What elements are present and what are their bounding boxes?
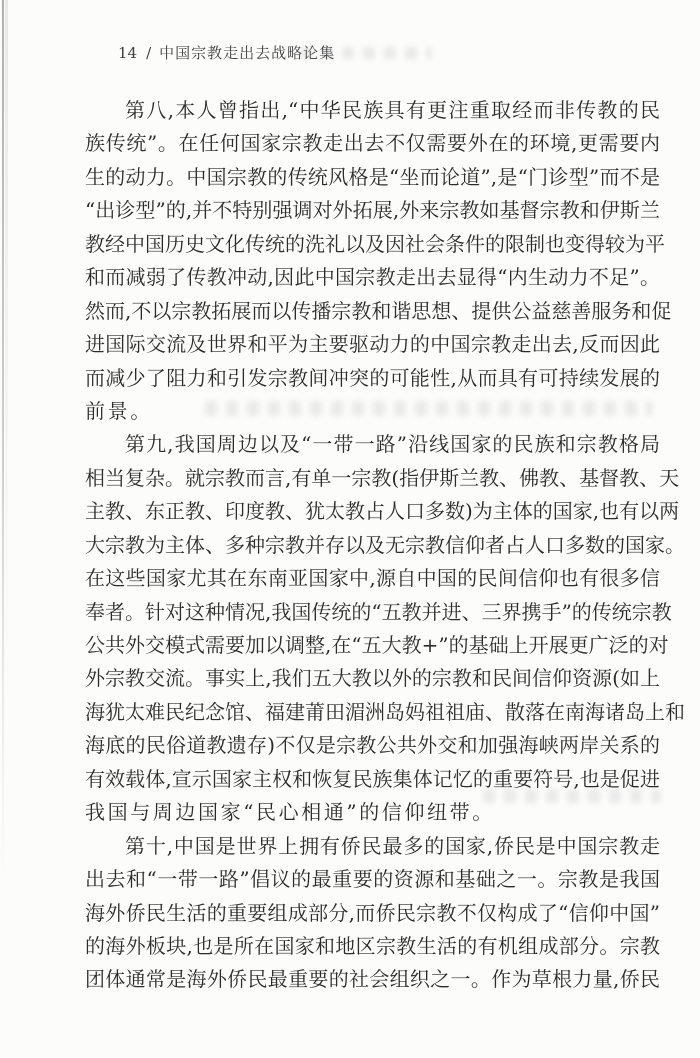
text-line: 海犹太难民纪念馆、福建莆田湄洲岛妈祖祖庙、散落在南海诸岛上和 [85, 699, 685, 724]
text-line: 相当复杂。就宗教而言,有单一宗教(指伊斯兰教、佛教、基督教、天 [85, 465, 680, 490]
text-line: 团体通常是海外侨民最重要的社会组织之一。作为草根力量,侨民 [85, 967, 660, 992]
text-line: 在这些国家尤其在东南亚国家中,源自中国的民间信仰也有很多信 [85, 566, 660, 591]
text-line: 出去和“一带一路”倡议的最重要的资源和基础之一。宗教是我国 [85, 867, 660, 892]
text-line: 有效载体,宣示国家主权和恢复民族集体记忆的重要符号,也是促进 [85, 766, 660, 791]
scan-edge-artifact-soft [5, 0, 8, 700]
text-line: 海外侨民生活的重要组成部分,而侨民宗教不仅构成了“信仰中国” [85, 900, 660, 925]
text-line: 奉者。针对这种情况,我国传统的“五教并进、三界携手”的传统宗教 [85, 599, 672, 624]
text-line: 然而,不以宗教拓展而以传播宗教和谐思想、提供公益慈善服务和促 [85, 298, 672, 323]
text-line: 第十,中国是世界上拥有侨民最多的国家,侨民是中国宗教走 [125, 833, 660, 858]
text-line: 前景。 [85, 398, 153, 423]
text-line: 公共外交模式需要加以调整,在“五大教+”的基础上开展更广泛的对 [85, 633, 669, 657]
text-line: 我国与周边国家“民心相通”的信仰纽带。 [85, 800, 495, 825]
text-line: 和而减弱了传教冲动,因此中国宗教走出去显得“内生动力不足”。 [85, 265, 660, 290]
text-line: 进国际交流及世界和平为主要驱动力的中国宗教走出去,反而因此 [85, 332, 660, 357]
page-number: 14 [118, 44, 138, 62]
text-line: “出诊型”的,并不特别强调对外拓展,外来宗教如基督宗教和伊斯兰 [85, 198, 660, 223]
scan-edge-artifact [2, 0, 4, 880]
text-line: 教经中国历史文化传统的洗礼以及因社会条件的限制也变得较为平 [85, 231, 665, 256]
text-line: 族传统”。在任何国家宗教走出去不仅需要外在的环境,更需要内 [85, 131, 660, 156]
running-head-title: 中国宗教走出去战略论集 [159, 44, 336, 62]
text-line: 的海外板块,也是所在国家和地区宗教生活的有机组成部分。宗教 [85, 933, 660, 958]
text-line: 生的动力。中国宗教的传统风格是“坐而论道”,是“门诊型”而不是 [85, 164, 660, 189]
text-line: 而减少了阻力和引发宗教间冲突的可能性,从而具有可持续发展的 [85, 365, 660, 390]
text-line: 海底的民俗道教遗存)不仅是宗教公共外交和加强海峡两岸关系的 [85, 733, 660, 758]
text-line: 大宗教为主体、多种宗教并存以及无宗教信仰者占人口多数的国家。 [85, 532, 685, 557]
header-separator: / [146, 44, 153, 62]
page-body [85, 94, 685, 997]
text-line: 外宗教交流。事实上,我们五大教以外的宗教和民间信仰资源(如上 [85, 666, 660, 691]
text-line: 第九,我国周边以及“一带一路”沿线国家的民族和宗教格局 [125, 432, 660, 457]
running-header [118, 42, 335, 63]
text-line: 第八,本人曾指出,“中华民族具有更注重取经而非传教的民 [125, 98, 660, 122]
text-line: 主教、东正教、印度教、犹太教占人口多数)为主体的国家,也有以两 [85, 499, 680, 524]
